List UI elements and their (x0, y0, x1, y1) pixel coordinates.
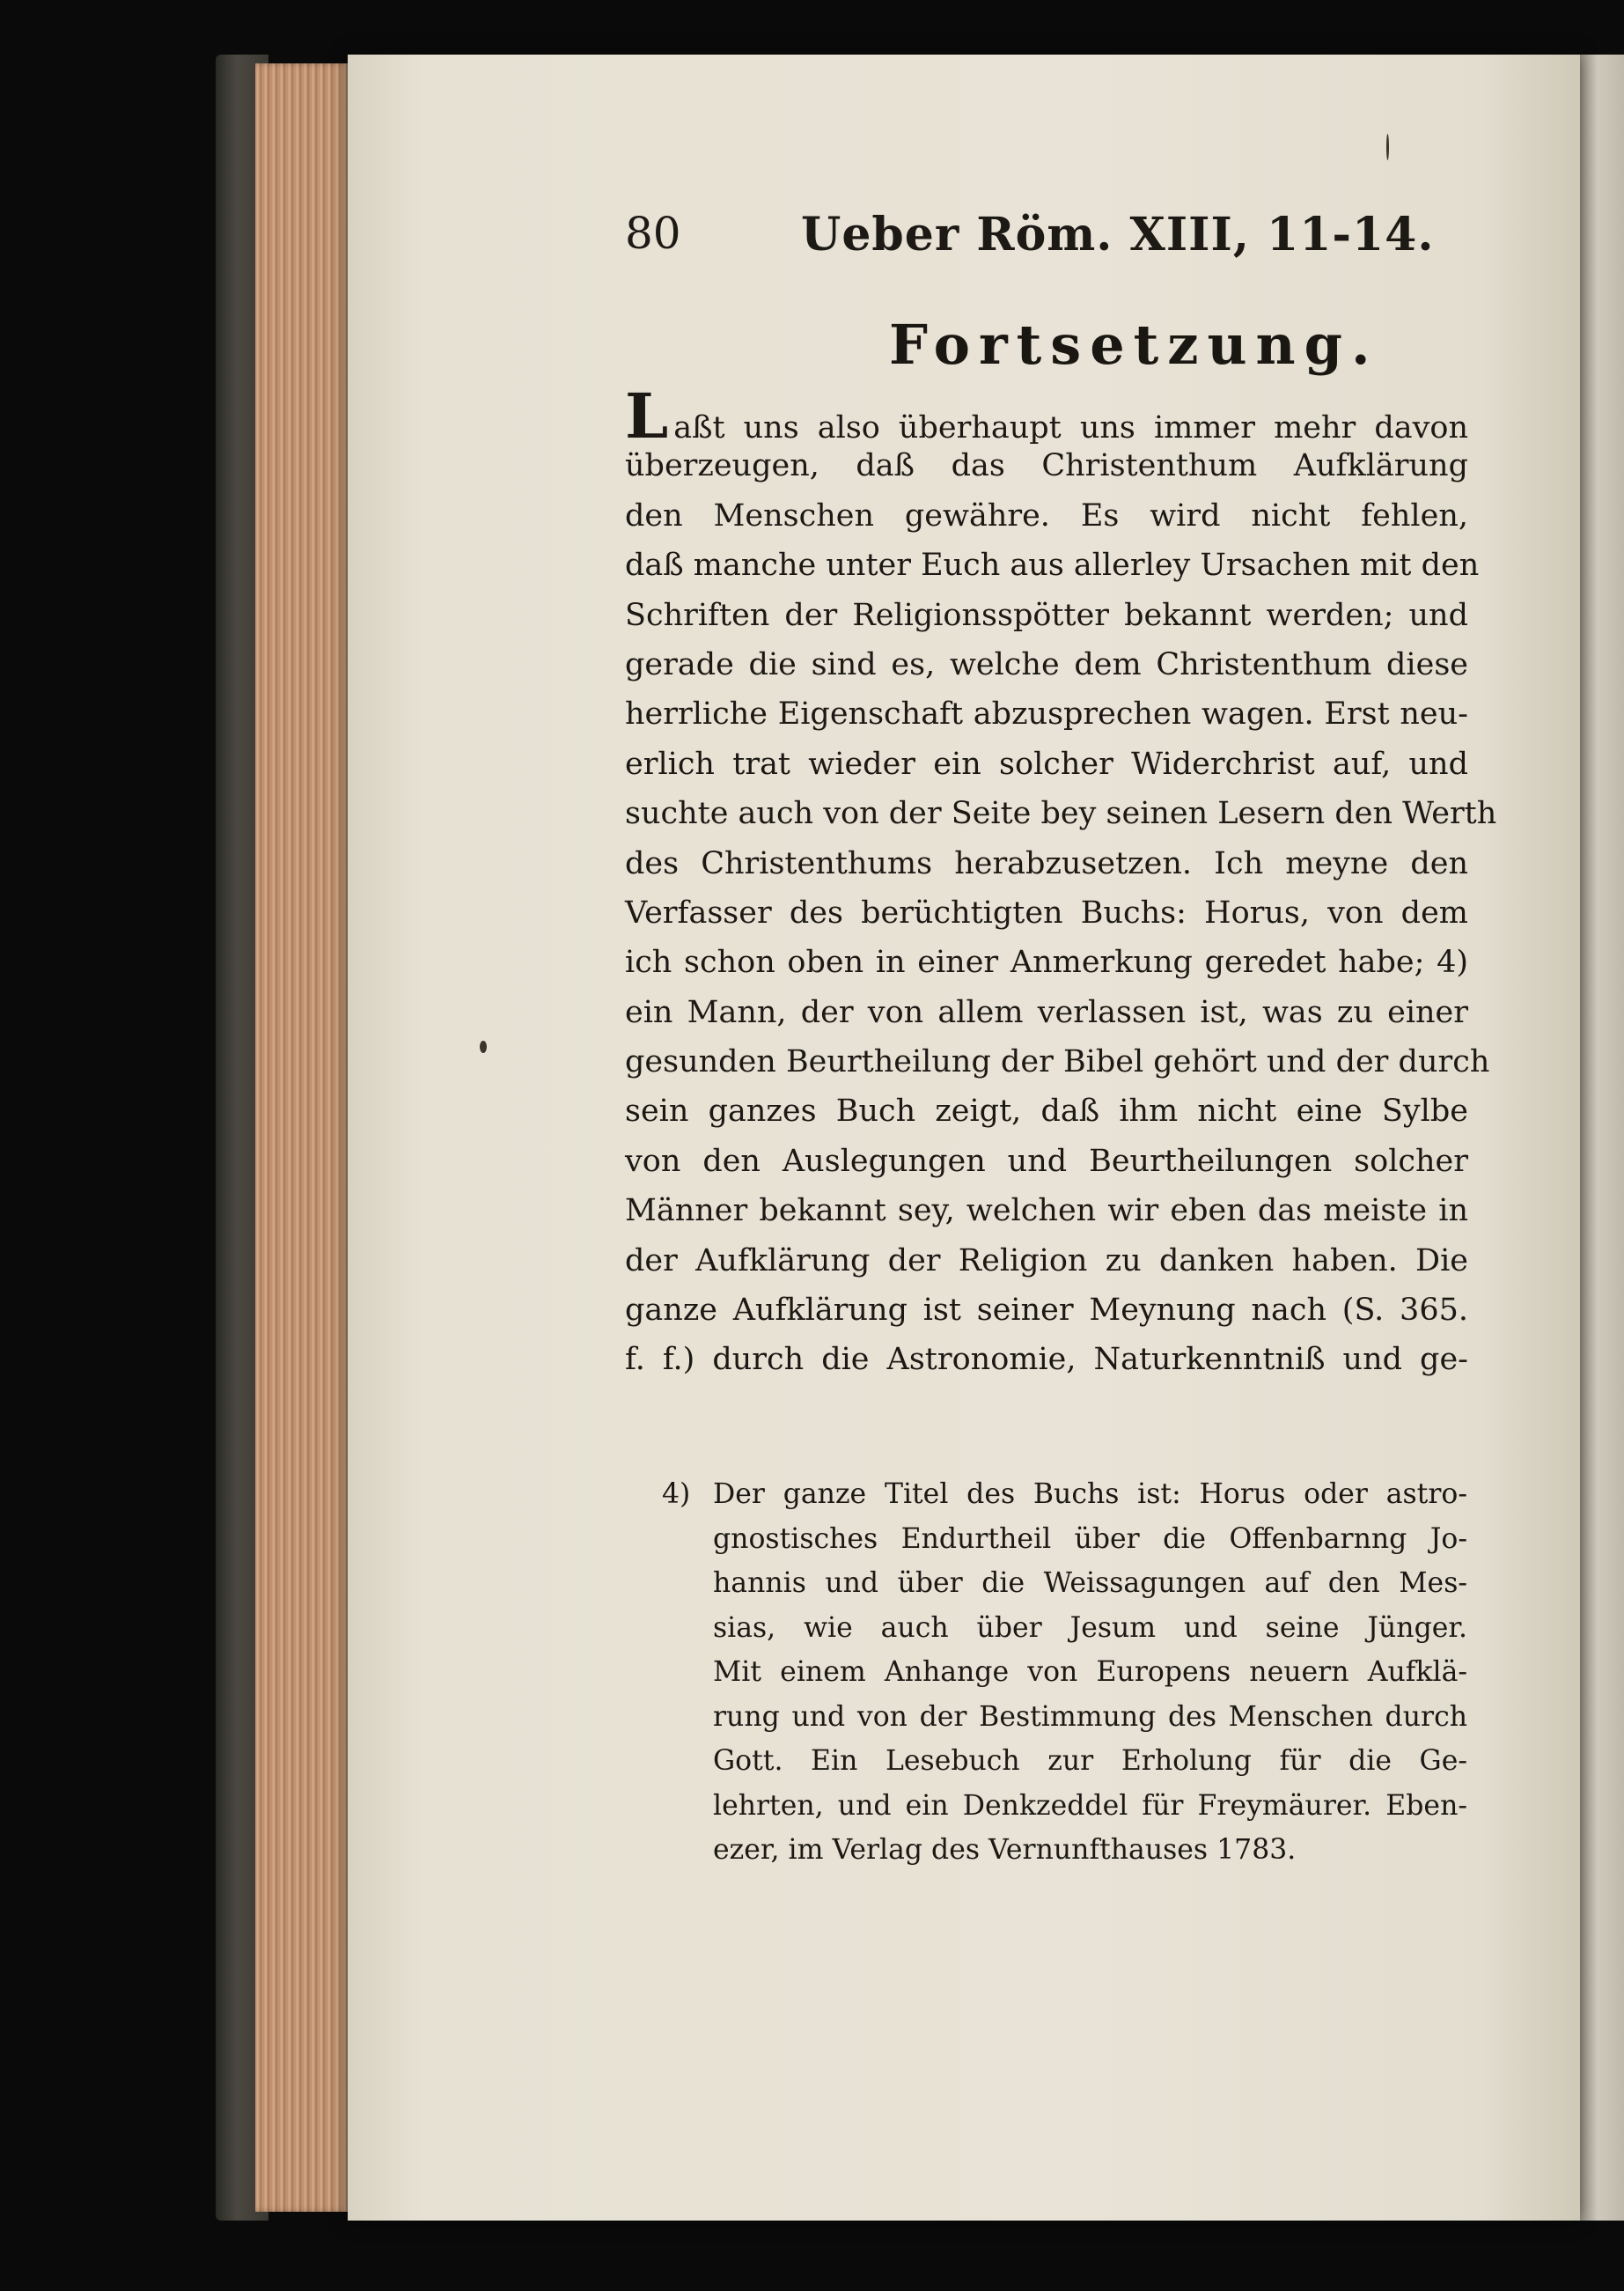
body-line: ein Mann, der von allem verlassen ist, was zu einer (625, 994, 1468, 1030)
body-line: der Aufklärung der Religion zu danken haben. Die (625, 1242, 1468, 1278)
paper-speck (480, 1041, 487, 1053)
footnote-marker: 4) (662, 1478, 691, 1510)
page-block-edge (255, 63, 352, 2212)
body-line: f. f.) durch die Astronomie, Naturkenntniß und ge- (625, 1342, 1468, 1378)
section-heading: Fortsetzung. (889, 313, 1379, 377)
facing-page-edge (1580, 55, 1624, 2221)
body-line-text: aßt uns also überhaupt uns immer mehr davon (673, 410, 1468, 446)
body-line: erlich trat wieder ein solcher Widerchrist auf, und (625, 746, 1468, 782)
body-line: sein ganzes Buch zeigt, daß ihm nicht eine Sylbe (625, 1094, 1468, 1130)
body-line: Männer bekannt sey, welchen wir eben das meiste in (625, 1193, 1468, 1229)
running-head (625, 208, 1470, 269)
footnote-line: sias, wie auch über Jesum und seine Jünger. (713, 1611, 1467, 1644)
body-line: den Menschen gewähre. Es wird nicht fehlen, (625, 497, 1468, 534)
footnote-line: rung und von der Bestimmung des Menschen durch (713, 1700, 1467, 1733)
footnote-line-text: Der ganze Titel des Buchs ist: Horus oder astro- (713, 1478, 1467, 1510)
body-line: ganze Aufklärung ist seiner Meynung nach (S. 365. (625, 1293, 1468, 1329)
body-line: herrliche Eigenschaft abzusprechen wagen. Erst neu- (625, 696, 1468, 733)
body-line: Schriften der Religionsspötter bekannt werden; und (625, 597, 1468, 633)
footnote-line: Gott. Ein Lesebuch zur Erholung für die Ge- (713, 1745, 1467, 1777)
footnote-line: lehrten, und ein Denkzeddel für Freymäurer. Eben- (713, 1789, 1467, 1822)
body-line: ich schon oben in einer Anmerkung geredet habe; 4) (625, 945, 1468, 981)
footnote-line: hannis und über die Weissagungen auf den Mes- (713, 1567, 1467, 1599)
body-line: Verfasser des berüchtigten Buchs: Horus, von dem (625, 895, 1468, 931)
body-line (625, 379, 1468, 453)
footnote (662, 1472, 1467, 1873)
paper-speck (1386, 134, 1389, 160)
page-number: 80 (625, 208, 681, 259)
running-title: Ueber Röm. XIII, 11-14. (801, 208, 1435, 262)
body-text (625, 379, 1497, 1385)
footnote-line: Mit einem Anhange von Europens neuern Aufklä- (713, 1656, 1467, 1688)
footnote-line: ezer, im Verlag des Vernunfthauses 1783. (713, 1834, 1297, 1866)
body-line: überzeugen, daß das Christenthum Aufklärung (625, 448, 1468, 484)
body-line: gesunden Beurtheilung der Bibel gehört und der durch (625, 1044, 1490, 1080)
body-line: daß manche unter Euch aus allerley Ursachen mit den (625, 548, 1480, 584)
footnote-line: gnostisches Endurtheil über die Offenbarnng Jo- (713, 1522, 1467, 1555)
drop-cap: L (625, 379, 669, 453)
body-line: von den Auslegungen und Beurtheilungen solcher (625, 1143, 1468, 1179)
footnote-line (662, 1472, 1467, 1517)
body-line: des Christenthums herabzusetzen. Ich meyne den (625, 845, 1468, 881)
body-line: suchte auch von der Seite bey seinen Lesern den Werth (625, 796, 1497, 832)
body-line: gerade die sind es, welche dem Christenthum diese (625, 646, 1468, 682)
